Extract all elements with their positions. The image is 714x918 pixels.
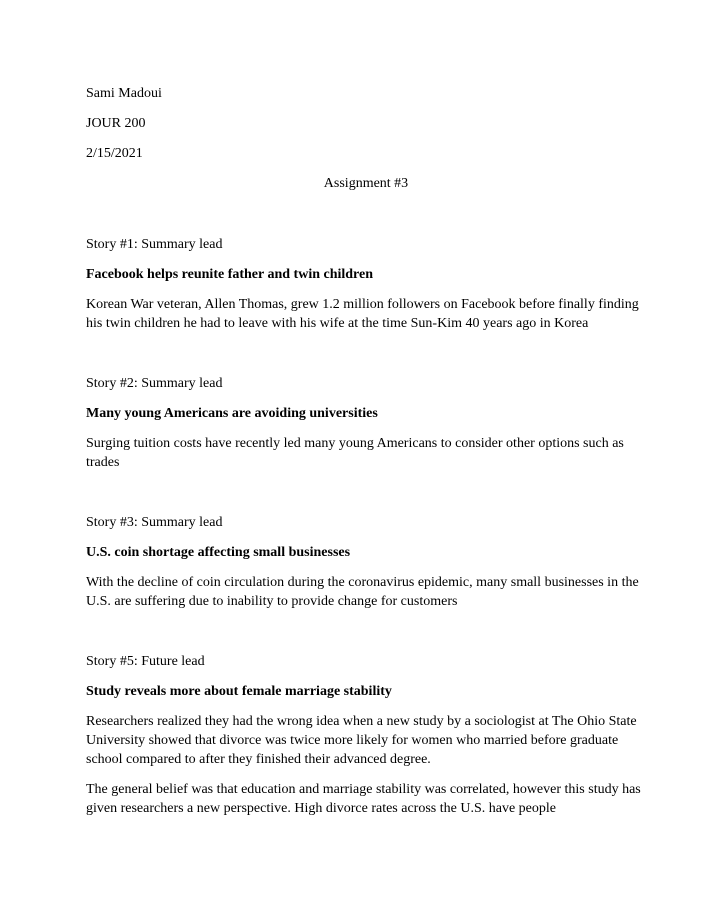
story-2 [86, 374, 646, 472]
story-label: Story #5: Future lead [86, 654, 205, 669]
story-lead: With the decline of coin circulation during the coronavirus epidemic, many small businesses in the U.S. are suffering due to inability to provide change for customers [86, 575, 639, 609]
story-1 [86, 235, 646, 333]
story-label: Story #2: Summary lead [86, 376, 223, 391]
course-code: JOUR 200 [86, 116, 146, 131]
assignment-title: Assignment #3 [323, 176, 409, 191]
story-label: Story #3: Summary lead [86, 515, 223, 530]
story-headline: Study reveals more about female marriage stability [86, 684, 392, 699]
story-lead: Surging tuition costs have recently led many young Americans to consider other options such as trades [86, 436, 624, 470]
document-date: 2/15/2021 [86, 146, 143, 161]
story-lead: Researchers realized they had the wrong idea when a new study by a sociologist at The Ohio State University showed that divorce was twice more likely for women who married before graduate school compared to after they finished their advanced degree. [86, 714, 637, 767]
story-label: Story #1: Summary lead [86, 237, 223, 252]
author-name: Sami Madoui [86, 86, 162, 101]
story-3 [86, 513, 646, 611]
story-5 [86, 652, 646, 818]
story-body-paragraph: The general belief was that education and marriage stability was correlated, however this study has given researchers a new perspective. High divorce rates across the U.S. have people [86, 782, 641, 816]
story-lead: Korean War veteran, Allen Thomas, grew 1.2 million followers on Facebook before finally finding his twin children he had to leave with his wife at the time Sun-Kim 40 years ago in Korea [86, 297, 639, 331]
story-headline: Many young Americans are avoiding universities [86, 406, 378, 421]
document-page [86, 84, 646, 829]
story-headline: U.S. coin shortage affecting small businesses [86, 545, 351, 560]
story-headline: Facebook helps reunite father and twin children [86, 267, 374, 282]
